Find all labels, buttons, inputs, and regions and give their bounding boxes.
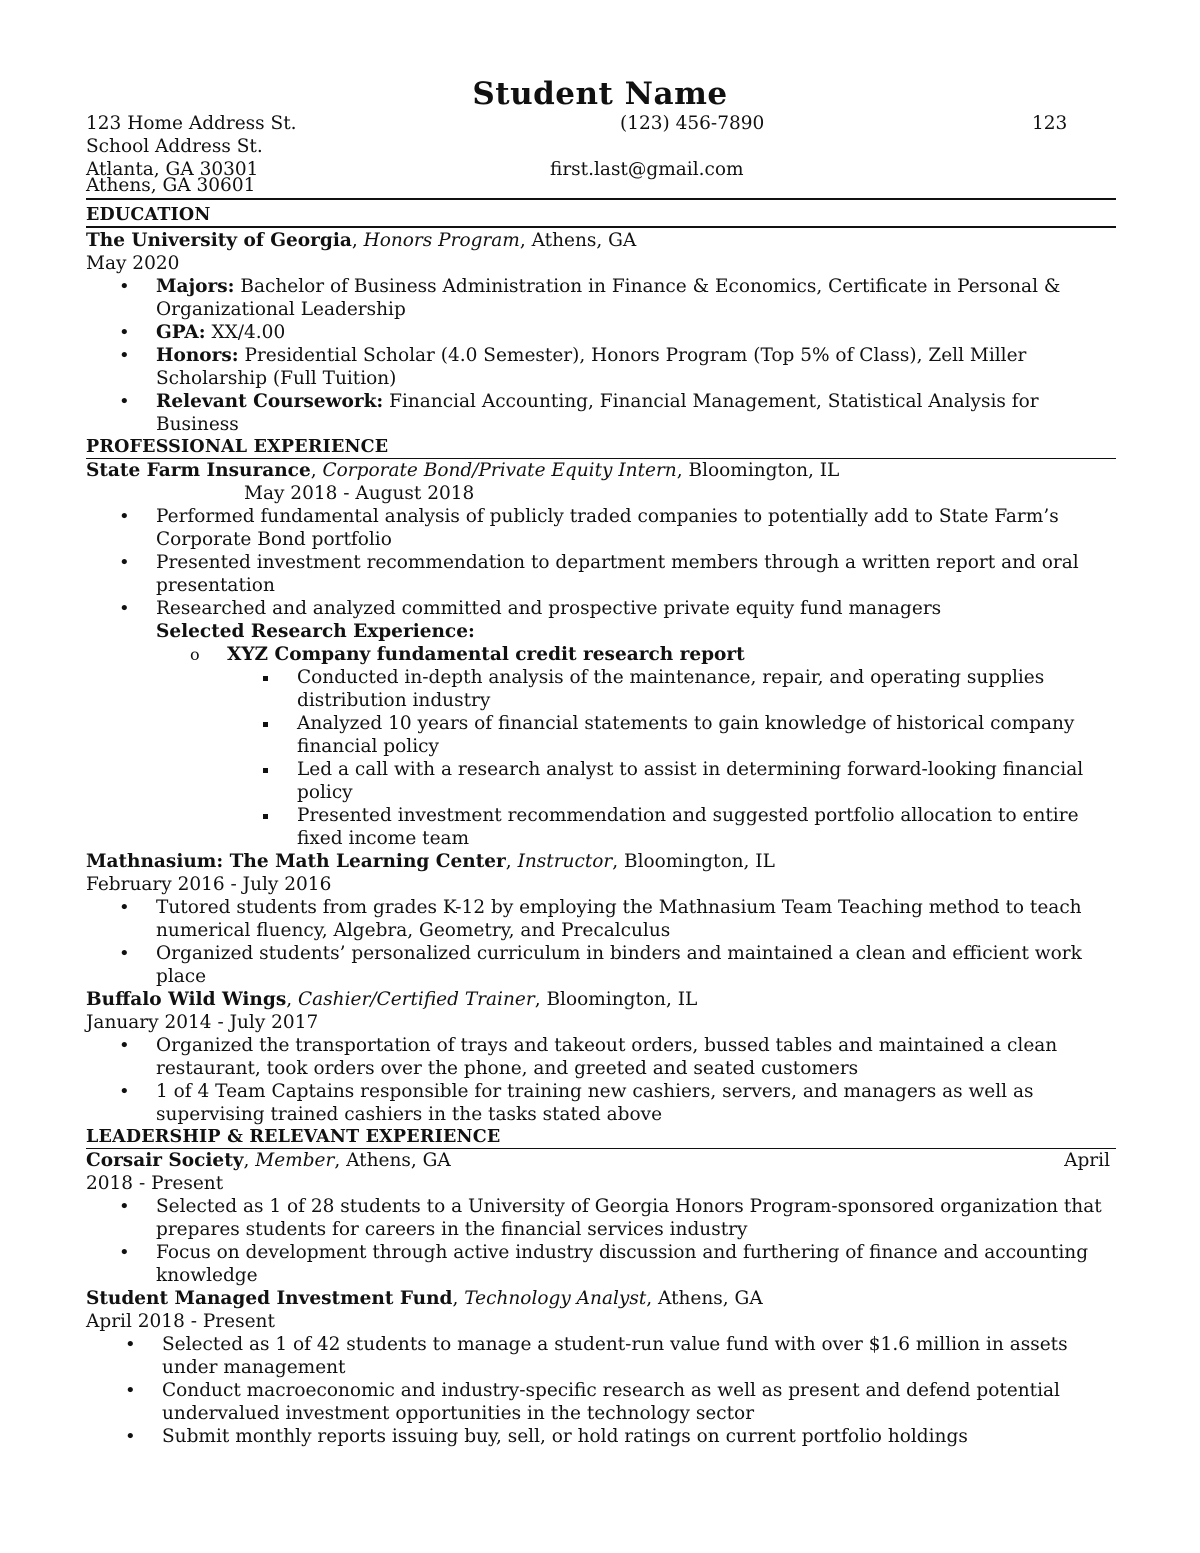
school-address-line-2: Athens, GA 30601 (86, 175, 256, 196)
job-entry (86, 459, 1126, 850)
job-location: Bloomington, IL (688, 460, 840, 481)
leadership-heading: LEADERSHIP & RELEVANT EXPERIENCE (86, 1127, 501, 1147)
list-item (86, 390, 1126, 436)
home-address-line-1: 123 Home Address St. (86, 113, 297, 134)
education-date: May 2020 (86, 253, 180, 274)
job-org: Mathnasium: The Math Learning Center (86, 851, 506, 872)
school-address-line-1: School Address St. (86, 136, 263, 157)
header-divider (86, 198, 1116, 200)
school-name: The University of Georgia (86, 230, 352, 251)
role-date: 2018 - Present (86, 1173, 224, 1194)
job-date: May 2018 - August 2018 (244, 483, 475, 504)
bullet-text: Financial Accounting, Financial Management, Statistical Analysis for Business (156, 391, 1039, 435)
list-item: • 1 of 4 Team Captains responsible for training new cashiers, servers, and managers as well as supervising trained cashiers in the tasks stated above (86, 1080, 1126, 1126)
job-title: Cashier/Certified Trainer (298, 989, 535, 1010)
role-entry (86, 1287, 1126, 1448)
list-item: Presented investment recommendation and suggested portfolio allocation to entire fixed income team (86, 804, 1126, 850)
role-entry (86, 1149, 1126, 1287)
list-item: Led a call with a research analyst to assist in determining forward-looking financial policy (86, 758, 1126, 804)
education-divider (86, 226, 1116, 228)
job-header: Buffalo Wild Wings, Cashier/Certified Trainer, Bloomington, IL (86, 989, 698, 1010)
research-heading: Selected Research Experience: (156, 621, 475, 642)
bullet-text: Presidential Scholar (4.0 Semester), Honors Program (Top 5% of Class), Zell Miller Scholarship (Full Tuition) (156, 345, 1027, 389)
role-header: Corsair Society, Member, Athens, GA April (86, 1150, 1110, 1171)
list-item (86, 344, 1126, 390)
professional-heading: PROFESSIONAL EXPERIENCE (86, 437, 389, 457)
research-project: o XYZ Company fundamental credit research report (86, 643, 1126, 666)
list-item: • Organized the transportation of trays and takeout orders, bussed tables and maintained a clean restaurant, took orders over the phone, and greeted and seated customers (86, 1034, 1126, 1080)
list-item: • Performed fundamental analysis of publicly traded companies to potentially add to State Farm’s Corporate Bond portfolio (86, 505, 1126, 551)
role-location: Athens, GA (346, 1150, 451, 1171)
role-title: Member (255, 1150, 335, 1171)
list-item (86, 321, 1126, 344)
research-bullets (86, 666, 1126, 850)
job-header: State Farm Insurance, Corporate Bond/Private Equity Intern, Bloomington, IL (86, 460, 840, 481)
student-name: Student Name (472, 76, 728, 112)
job-location: Bloomington, IL (624, 851, 775, 872)
bullet-label: Relevant Coursework: (156, 391, 384, 412)
home-address-line-2: Atlanta, GA 30301 (86, 159, 259, 180)
role-date: April 2018 - Present (86, 1311, 275, 1332)
job-header: Mathnasium: The Math Learning Center, Instructor, Bloomington, IL (86, 851, 775, 872)
list-item: • Selected as 1 of 28 students to a University of Georgia Honors Program-sponsored organization that prepares students for careers in the financial services industry (86, 1195, 1126, 1241)
job-date: February 2016 - July 2016 (86, 874, 332, 895)
bullet-text: Bachelor of Business Administration in Finance & Economics, Certificate in Personal & Organizational Leadership (156, 276, 1061, 320)
role-location: Athens, GA (658, 1288, 763, 1309)
bullet-label: Honors: (156, 345, 239, 366)
school-program: Honors Program (363, 230, 520, 251)
role-bullets (86, 1195, 1126, 1287)
list-item: • Presented investment recommendation to department members through a written report and oral presentation (86, 551, 1126, 597)
school-address-number: 123 (1032, 113, 1068, 134)
job-bullets (86, 505, 1126, 620)
phone-number: (123) 456-7890 (620, 113, 765, 134)
job-location: Bloomington, IL (546, 989, 698, 1010)
education-school-line: The University of Georgia, Honors Program, Athens, GA (86, 230, 637, 251)
job-entry (86, 988, 1126, 1126)
education-heading: EDUCATION (86, 205, 211, 225)
job-title: Corporate Bond/Private Equity Intern (322, 460, 677, 481)
list-item: Conducted in-depth analysis of the maintenance, repair, and operating supplies distribution industry (86, 666, 1126, 712)
list-item: Analyzed 10 years of financial statements to gain knowledge of historical company financial policy (86, 712, 1126, 758)
school-location: Athens, GA (531, 230, 637, 251)
job-bullets (86, 1034, 1126, 1126)
list-item (86, 275, 1126, 321)
leadership-section (86, 1126, 1126, 1448)
job-org: Buffalo Wild Wings (86, 989, 287, 1010)
role-header: Student Managed Investment Fund, Technology Analyst, Athens, GA (86, 1288, 763, 1309)
list-item: • Researched and analyzed committed and prospective private equity fund managers (86, 597, 1126, 620)
role-title: Technology Analyst (464, 1288, 647, 1309)
job-entry (86, 850, 1126, 988)
list-item: • Focus on development through active industry discussion and furthering of finance and accounting knowledge (86, 1241, 1126, 1287)
bullet-label: GPA: (156, 322, 206, 343)
role-date-start: April (1064, 1150, 1110, 1171)
bullet-text: XX/4.00 (205, 322, 286, 343)
list-item: • Conduct macroeconomic and industry-specific research as well as present and defend potential undervalued investment opportunities in the technology sector (86, 1379, 1126, 1425)
list-item: • Selected as 1 of 42 students to manage a student-run value fund with over $1.6 million in assets under management (86, 1333, 1126, 1379)
role-bullets (86, 1333, 1126, 1448)
professional-section (86, 436, 1126, 1126)
education-bullets (86, 275, 1126, 436)
bullet-label: Majors: (156, 276, 235, 297)
job-date: January 2014 - July 2017 (86, 1012, 319, 1033)
list-item: • Organized students’ personalized curriculum in binders and maintained a clean and efficient work place (86, 942, 1126, 988)
email-address: first.last@gmail.com (550, 159, 744, 180)
job-title: Instructor (517, 851, 613, 872)
resume-body (86, 204, 1126, 1448)
list-item: • Tutored students from grades K-12 by employing the Mathnasium Team Teaching method to teach numerical fluency, Algebra, Geometry, and Precalculus (86, 896, 1126, 942)
education-section (86, 204, 1126, 436)
job-org: State Farm Insurance (86, 460, 311, 481)
role-org: Student Managed Investment Fund (86, 1288, 453, 1309)
role-org: Corsair Society (86, 1150, 244, 1171)
list-item: • Submit monthly reports issuing buy, sell, or hold ratings on current portfolio holdings (86, 1425, 1126, 1448)
job-bullets (86, 896, 1126, 988)
